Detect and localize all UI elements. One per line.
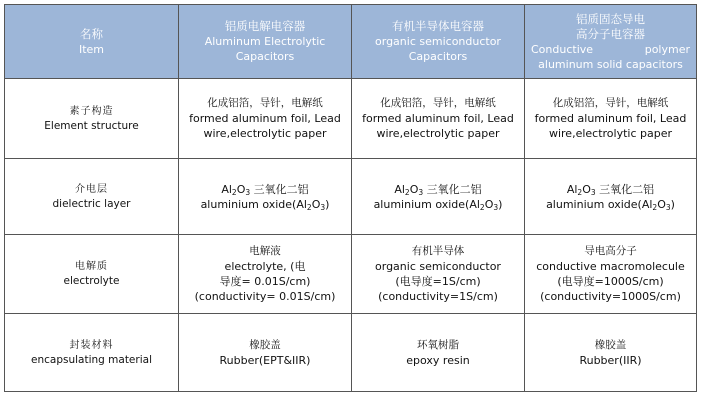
cell-polymer [525,314,697,392]
formula-text: O [236,182,246,196]
header-polymer-zh2: 高分子电容器 [576,26,645,41]
formula-subscript: 2 [231,187,237,197]
cell-en: epoxy resin [406,353,470,367]
formula-subscript: 2 [577,187,583,197]
header-polymer-en2: aluminum solid capacitors [538,57,683,71]
header-organic-en2: Capacitors [408,50,468,63]
formula-text: O [657,197,666,211]
row-label [5,159,179,235]
cell-polymer [525,235,697,314]
capacitor-comparison-table [4,4,697,392]
cell-line-3: (电导度=1S/cm) [395,275,481,288]
formula-subscript: 3 [590,187,596,197]
formula-text: aluminium oxide(Al [200,197,307,211]
cell-en2: wire,electrolytic paper [376,127,500,140]
cell-line-1: 有机半导体 [411,245,465,257]
formula-line-zh [527,182,694,197]
header-aluminum-zh: 铝质电解电容器 [224,19,306,33]
cell-en2: wire,electrolytic paper [203,127,327,140]
formula-subscript: 2 [306,202,312,212]
formula-line-en [527,197,694,212]
row-label-en: encapsulating material [31,353,152,366]
cell-line-2: electrolyte, (电 [224,260,306,273]
header-item [5,5,179,79]
cell-organic [352,79,525,159]
cell-en: Rubber(IIR) [579,353,642,367]
row-electrolyte [5,235,697,314]
formula-text: O [484,197,494,211]
header-aluminum-en2: Capacitors [235,50,295,63]
cell-zh: 化成铝箔，导针，电解纸 [207,97,323,109]
formula-text: 三氧化二铝 [250,182,309,196]
formula-text: O [409,182,419,196]
header-aluminum-electrolytic [179,5,352,79]
row-label-en: Element structure [44,119,139,132]
formula-text: 三氧化二铝 [595,182,655,196]
cell-en1: formed aluminum foil, Lead [362,112,514,125]
cell-line-4: (conductivity= 0.01S/cm) [194,290,336,303]
formula-subscript: 3 [320,202,326,212]
formula-text: O [311,197,321,211]
header-item-zh: 名称 [80,26,103,41]
row-label [5,79,179,159]
formula-text: Al [221,182,232,196]
formula-text: aluminium oxide(Al [546,197,653,211]
header-aluminum-en1: Aluminum Electrolytic [204,35,326,48]
header-polymer-en1: Conductive polymer [531,42,690,56]
cell-line-2: conductive macromolecule [536,260,685,273]
cell-aluminum [179,235,352,314]
cell-zh: 橡胶盖 [249,338,281,351]
cell-line-4: (conductivity=1000S/cm) [540,290,681,303]
row-label [5,235,179,314]
row-label-zh: 素子构造 [69,105,114,117]
cell-line-4: (conductivity=1S/cm) [378,290,498,303]
formula-line-en [354,197,522,212]
header-organic-en1: organic semiconductor [375,35,501,48]
formula-text: ) [325,197,330,211]
row-label-zh: 封装材料 [69,339,114,351]
formula-subscript: 3 [418,187,424,197]
cell-en1: formed aluminum foil, Lead [534,112,687,125]
formula-line-en [181,197,349,212]
header-organic-semiconductor [352,5,525,79]
header-organic-zh: 有机半导体电容器 [392,19,484,33]
formula-text: Al [394,182,405,196]
row-label-zh: 电解质 [75,261,108,272]
cell-organic [352,159,525,235]
header-item-en: Item [78,42,105,56]
header-conductive-polymer [525,5,697,79]
cell-en: Rubber(EPT&IIR) [219,353,311,367]
cell-zh: 橡胶盖 [594,338,627,351]
cell-line-1: 导电高分子 [584,245,637,257]
formula-subscript: 3 [245,187,251,197]
cell-line-3: 导度= 0.01S/cm) [219,275,311,288]
cell-en1: formed aluminum foil, Lead [189,112,341,125]
cell-zh: 化成铝箔，导针，电解纸 [552,97,669,109]
row-label-en: electrolyte [63,275,120,287]
formula-text: ) [498,197,503,211]
header-polymer-zh1: 铝质固态导电 [576,11,645,26]
cell-en2: wire,electrolytic paper [548,127,673,140]
formula-text: Al [566,182,578,196]
formula-subscript: 3 [493,202,499,212]
formula-line-zh [354,182,522,197]
row-label-zh: 介电层 [75,183,108,195]
cell-zh: 化成铝箔，导针，电解纸 [380,97,496,109]
formula-text: ) [670,197,675,211]
formula-text: aluminium oxide(Al [373,197,480,211]
cell-line-1: 电解液 [249,245,281,257]
cell-organic [352,314,525,392]
row-label-en: dielectric layer [52,197,131,210]
formula-subscript: 2 [479,202,485,212]
formula-subscript: 2 [404,187,410,197]
formula-subscript: 3 [665,202,671,212]
cell-aluminum [179,159,352,235]
cell-line-2: organic semiconductor [375,260,501,273]
cell-aluminum [179,314,352,392]
row-dielectric-layer [5,159,697,235]
row-label [5,314,179,392]
formula-text: O [582,182,591,196]
cell-line-3: (电导度=1000S/cm) [557,275,664,288]
cell-polymer [525,79,697,159]
formula-line-zh [181,182,349,197]
cell-zh: 环氧树脂 [417,338,459,351]
formula-subscript: 2 [652,202,658,212]
cell-organic [352,235,525,314]
formula-text: 三氧化二铝 [423,182,482,196]
cell-polymer [525,159,697,235]
row-element-structure [5,79,697,159]
header-row [5,5,697,79]
row-encapsulating-material [5,314,697,392]
cell-aluminum [179,79,352,159]
